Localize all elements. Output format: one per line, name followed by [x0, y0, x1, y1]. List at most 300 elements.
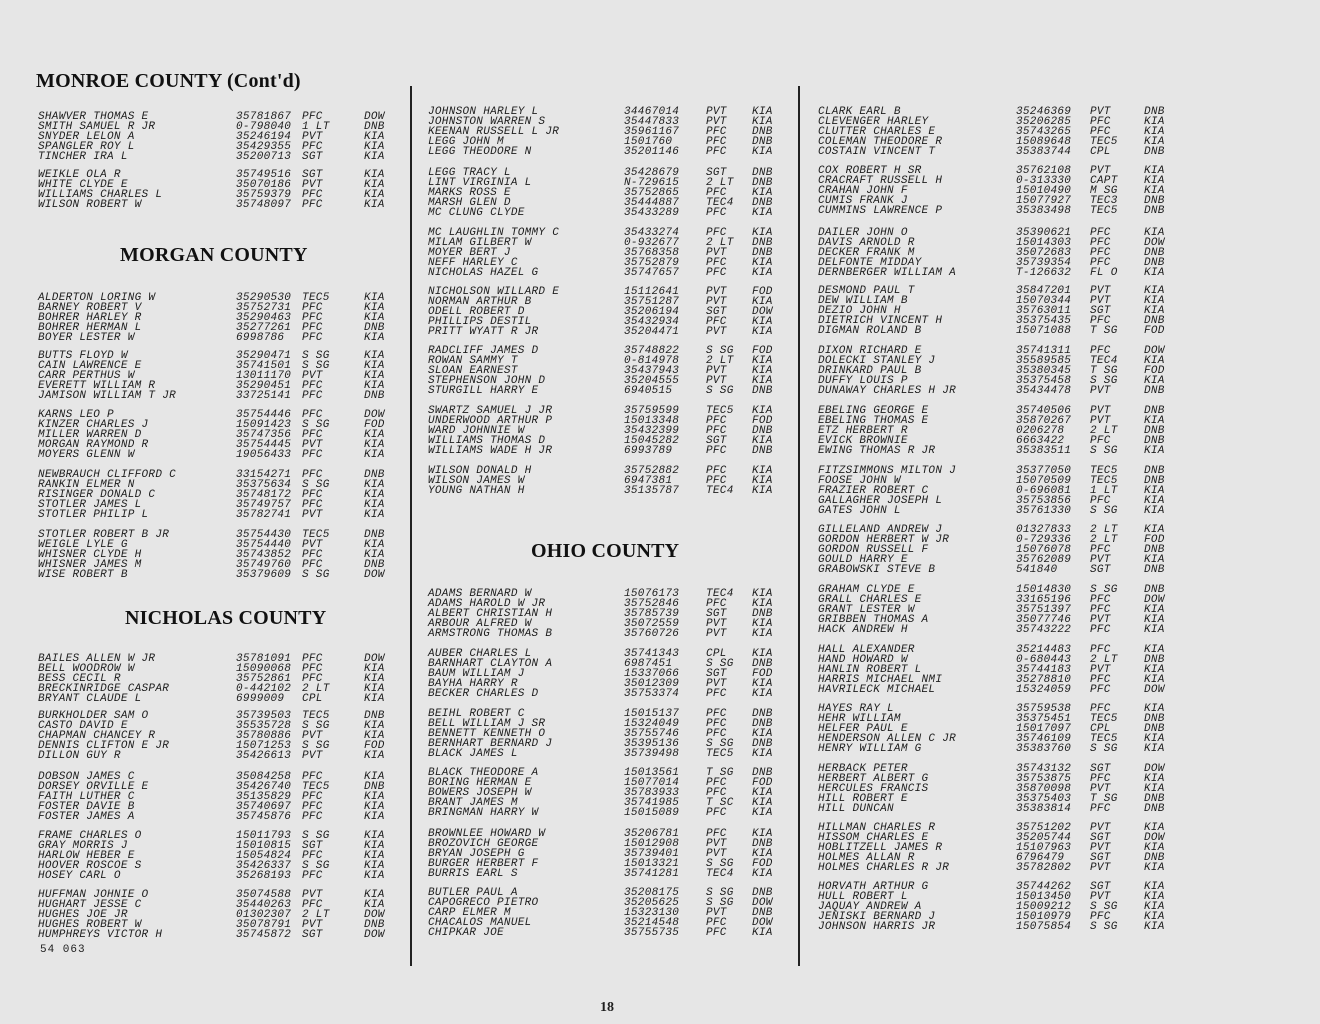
- rank: PFC: [706, 917, 727, 930]
- service-number: 35780886: [236, 730, 292, 743]
- soldier-name: HOLMES CHARLES R JR: [818, 862, 950, 875]
- rank: PFC: [706, 927, 727, 940]
- rank: PFC: [302, 449, 323, 462]
- soldier-name: DOLECKI STANLEY J: [818, 355, 936, 368]
- rank: TEC3: [1090, 195, 1118, 208]
- soldier-name: COLEMAN THEODORE R: [818, 136, 943, 149]
- rank: PVT: [1090, 385, 1111, 398]
- rank: 1 LT: [1090, 485, 1118, 498]
- soldier-name: MOYERS GLENN W: [38, 449, 135, 462]
- status: KIA: [364, 889, 385, 901]
- soldier-name: WILSON JAMES W: [428, 475, 525, 488]
- service-number: 15112641: [624, 286, 680, 298]
- service-number: 35749757: [236, 499, 292, 512]
- rank: PVT: [1090, 822, 1111, 834]
- soldier-name: NEFF HARLEY C: [428, 257, 518, 270]
- status: KIA: [364, 332, 385, 345]
- status: KIA: [1144, 624, 1165, 637]
- service-number: 35754440: [236, 539, 292, 552]
- service-number: 35380345: [1016, 365, 1072, 378]
- soldier-name: GRANT LESTER W: [818, 604, 915, 617]
- soldier-name: MC CLUNG CLYDE: [428, 207, 525, 220]
- service-number: 35383498: [1016, 205, 1072, 218]
- status: KIA: [364, 673, 385, 686]
- service-number: 35428679: [624, 167, 680, 179]
- service-number: 35746109: [1016, 733, 1072, 746]
- service-number: 15076173: [624, 588, 680, 600]
- service-number: 35743132: [1016, 763, 1072, 775]
- rank: PFC: [1090, 495, 1111, 508]
- status: DNB: [1144, 435, 1165, 448]
- status: DNB: [752, 385, 773, 398]
- rank: 1 LT: [302, 121, 330, 134]
- rank: PFC: [706, 207, 727, 220]
- status: DNB: [1144, 584, 1165, 596]
- soldier-name: HOSEY CARL O: [38, 870, 121, 883]
- soldier-name: JOHNSON HARLEY L: [428, 106, 539, 118]
- service-number: 35760726: [624, 628, 680, 641]
- status: KIA: [364, 860, 385, 873]
- rank: S SG: [1090, 921, 1118, 934]
- soldier-name: HARLOW HEBER E: [38, 850, 135, 863]
- rank: S SG: [302, 740, 330, 753]
- status: KIA: [1144, 267, 1165, 280]
- rank: TEC5: [1090, 733, 1118, 746]
- rank: PFC: [302, 469, 323, 481]
- status: DNB: [1144, 425, 1165, 438]
- service-number: 35268193: [236, 870, 292, 883]
- soldier-name: CAPOGRECO PIETRO: [428, 897, 539, 910]
- service-number: 15010979: [1016, 911, 1072, 924]
- reference-number: 54 063: [40, 944, 86, 956]
- service-number: 15090068: [236, 663, 292, 676]
- service-number: 35749516: [236, 169, 292, 181]
- rank: SGT: [1090, 832, 1111, 845]
- status: DNB: [1144, 205, 1165, 218]
- rank: CPL: [1090, 146, 1111, 159]
- rank: S SG: [1090, 901, 1118, 914]
- status: KIA: [1144, 881, 1165, 893]
- status: DNB: [1144, 146, 1165, 159]
- rank: S SG: [706, 897, 734, 910]
- soldier-name: HOLMES ALLAN R: [818, 852, 915, 865]
- soldier-name: NICHOLAS HAZEL G: [428, 267, 539, 280]
- rank: PFC: [1090, 257, 1111, 270]
- soldier-name: DUNAWAY CHARLES H JR: [818, 385, 957, 398]
- soldier-name: BROZOVICH GEORGE: [428, 838, 539, 851]
- rank: PFC: [302, 899, 323, 912]
- service-number: 35200713: [236, 151, 292, 164]
- soldier-name: WISE ROBERT B: [38, 569, 128, 582]
- status: FOD: [752, 415, 773, 428]
- soldier-name: DEW WILLIAM B: [818, 295, 908, 308]
- soldier-name: RISINGER DONALD C: [38, 489, 156, 502]
- soldier-name: ARMSTRONG THOMAS B: [428, 628, 553, 641]
- rank: S SG: [1090, 584, 1118, 596]
- column-divider: [798, 86, 800, 966]
- rank: PVT: [1090, 285, 1111, 297]
- status: KIA: [752, 475, 773, 488]
- status: DNB: [752, 718, 773, 731]
- status: KIA: [364, 189, 385, 202]
- soldier-name: JAMISON WILLIAM T JR: [38, 390, 177, 403]
- service-number: 35748097: [236, 199, 292, 212]
- soldier-name: NORMAN ARTHUR B: [428, 296, 532, 309]
- status: KIA: [752, 828, 773, 840]
- status: DNB: [752, 608, 773, 621]
- service-number: 35752846: [624, 598, 680, 611]
- status: KIA: [752, 807, 773, 820]
- rank: PFC: [302, 499, 323, 512]
- soldier-name: FAITH LUTHER C: [38, 791, 135, 804]
- status: KIA: [752, 678, 773, 691]
- service-number: 35752861: [236, 673, 292, 686]
- soldier-name: DILLON GUY R: [38, 750, 121, 763]
- soldier-name: STURGILL HARRY E: [428, 385, 539, 398]
- status: KIA: [364, 899, 385, 912]
- status: KIA: [752, 227, 773, 239]
- status: KIA: [752, 187, 773, 200]
- rank: PFC: [1090, 315, 1111, 328]
- status: FOD: [752, 286, 773, 298]
- status: DNB: [1144, 405, 1165, 417]
- status: KIA: [752, 868, 773, 881]
- soldier-name: RANKIN ELMER N: [38, 479, 135, 492]
- service-number: 15071253: [236, 740, 292, 753]
- status: DNB: [364, 322, 385, 335]
- rank: PFC: [302, 199, 323, 212]
- soldier-name: BUTLER PAUL A: [428, 887, 518, 899]
- status: DNB: [1144, 315, 1165, 328]
- status: KIA: [752, 106, 773, 118]
- service-number: 35426613: [236, 750, 292, 763]
- status: DOW: [752, 897, 773, 910]
- soldier-name: STOTLER ROBERT B JR: [38, 529, 170, 541]
- status: KIA: [364, 449, 385, 462]
- status: KIA: [364, 539, 385, 552]
- service-number: 35135829: [236, 791, 292, 804]
- status: FOD: [1144, 534, 1165, 547]
- service-number: 6987451: [624, 658, 673, 671]
- rank: PFC: [1090, 911, 1111, 924]
- rank: 2 LT: [1090, 425, 1118, 438]
- service-number: 15015137: [624, 708, 680, 720]
- rank: PVT: [706, 326, 727, 339]
- soldier-name: BURKHOLDER SAM O: [38, 710, 149, 722]
- rank: PFC: [706, 777, 727, 790]
- status: KIA: [364, 730, 385, 743]
- rank: PFC: [706, 425, 727, 438]
- status: DNB: [364, 710, 385, 722]
- rank: S SG: [1090, 445, 1118, 458]
- service-number: 0-814978: [624, 355, 680, 368]
- county-heading: OHIO COUNTY: [531, 540, 680, 562]
- soldier-name: DUFFY LOUIS P: [818, 375, 908, 388]
- soldier-name: BENNETT KENNETH O: [428, 728, 546, 741]
- status: KIA: [752, 257, 773, 270]
- status: KIA: [1144, 295, 1165, 308]
- status: DNB: [752, 126, 773, 139]
- rank: PVT: [1090, 554, 1111, 567]
- status: DNB: [752, 767, 773, 779]
- soldier-name: MORGAN RAYMOND R: [38, 439, 149, 452]
- soldier-name: HILLMAN CHARLES R: [818, 822, 936, 834]
- rank: PVT: [706, 296, 727, 309]
- status: KIA: [1144, 604, 1165, 617]
- service-number: 0-680443: [1016, 654, 1072, 667]
- service-number: 35383511: [1016, 445, 1072, 458]
- rank: 2 LT: [1090, 524, 1118, 536]
- rank: PFC: [706, 227, 727, 239]
- rank: PVT: [706, 106, 727, 118]
- rank: PFC: [302, 811, 323, 824]
- soldier-name: GORDON RUSSELL F: [818, 544, 929, 557]
- rank: S SG: [1090, 743, 1118, 756]
- rank: PFC: [1090, 674, 1111, 687]
- rank: PFC: [706, 445, 727, 458]
- service-number: 35434478: [1016, 385, 1072, 398]
- status: DNB: [752, 167, 773, 179]
- status: KIA: [1144, 505, 1165, 518]
- rank: T SC: [706, 797, 734, 810]
- service-number: 15107963: [1016, 842, 1072, 855]
- status: KIA: [364, 693, 385, 706]
- status: KIA: [752, 267, 773, 280]
- soldier-name: GRAHAM CLYDE E: [818, 584, 915, 596]
- soldier-name: HACK ANDREW H: [818, 624, 908, 637]
- status: KIA: [752, 405, 773, 417]
- service-number: 0-313330: [1016, 175, 1072, 188]
- soldier-name: GORDON HERBERT W JR: [818, 534, 950, 547]
- soldier-name: GRAY MORRIS J: [38, 840, 128, 853]
- soldier-name: DIXON RICHARD E: [818, 345, 922, 357]
- soldier-name: GALLAGHER JOSEPH L: [818, 495, 943, 508]
- rank: PFC: [706, 718, 727, 731]
- status: KIA: [1144, 862, 1165, 875]
- service-number: 35782802: [1016, 862, 1072, 875]
- soldier-name: AUBER CHARLES L: [428, 648, 532, 660]
- rank: SGT: [706, 306, 727, 319]
- status: KIA: [364, 370, 385, 383]
- service-number: 35214548: [624, 917, 680, 930]
- rank: CPL: [1090, 723, 1111, 736]
- soldier-name: ROWAN SAMMY T: [428, 355, 518, 368]
- service-number: 15012908: [624, 838, 680, 851]
- soldier-name: ETZ HERBERT R: [818, 425, 908, 438]
- status: KIA: [364, 429, 385, 442]
- status: DOW: [752, 306, 773, 319]
- status: FOD: [752, 668, 773, 681]
- service-number: 35847201: [1016, 285, 1072, 297]
- status: FOD: [752, 345, 773, 357]
- status: DOW: [752, 917, 773, 930]
- soldier-name: NICHOLSON WILLARD E: [428, 286, 560, 298]
- soldier-name: DESMOND PAUL T: [818, 285, 915, 297]
- rank: PFC: [1090, 237, 1111, 250]
- soldier-name: FOSTER JAMES A: [38, 811, 135, 824]
- rank: TEC5: [302, 292, 330, 304]
- rank: PFC: [1090, 544, 1111, 557]
- status: DNB: [364, 469, 385, 481]
- soldier-name: BROWNLEE HOWARD W: [428, 828, 546, 840]
- soldier-name: CHAPMAN CHANCEY R: [38, 730, 156, 743]
- soldier-name: COX ROBERT H SR: [818, 165, 922, 177]
- rank: SGT: [1090, 564, 1111, 577]
- soldier-name: DENNIS CLIFTON E JR: [38, 740, 170, 753]
- service-number: 35589585: [1016, 355, 1072, 368]
- service-number: 0-932677: [624, 237, 680, 250]
- rank: PVT: [706, 628, 727, 641]
- rank: PFC: [302, 801, 323, 814]
- service-number: 35783933: [624, 787, 680, 800]
- rank: S SG: [706, 887, 734, 899]
- soldier-name: HEHR WILLIAM: [818, 713, 901, 726]
- service-number: 35751287: [624, 296, 680, 309]
- service-number: 15324049: [624, 718, 680, 731]
- service-number: 01327833: [1016, 524, 1072, 536]
- status: KIA: [752, 688, 773, 701]
- status: KIA: [752, 927, 773, 940]
- service-number: 35290451: [236, 380, 292, 393]
- soldier-name: RADCLIFF JAMES D: [428, 345, 539, 357]
- rank: T SG: [1090, 793, 1118, 806]
- status: DOW: [364, 929, 385, 942]
- soldier-name: BRANT JAMES M: [428, 797, 518, 810]
- soldier-name: EWING THOMAS R JR: [818, 445, 936, 458]
- rank: PFC: [302, 663, 323, 676]
- rank: PVT: [302, 179, 323, 192]
- soldier-name: HAYES RAY L: [818, 703, 894, 715]
- soldier-name: HOOVER ROSCOE S: [38, 860, 142, 873]
- soldier-name: HERBERT ALBERT G: [818, 773, 929, 786]
- soldier-name: SPANGLER ROY L: [38, 141, 135, 154]
- status: DNB: [364, 781, 385, 794]
- service-number: 35246194: [236, 131, 292, 144]
- status: DNB: [752, 658, 773, 671]
- service-number: 35739498: [624, 748, 680, 761]
- status: KIA: [1144, 485, 1165, 498]
- soldier-name: ALDERTON LORING W: [38, 292, 156, 304]
- rank: PFC: [706, 415, 727, 428]
- rank: PFC: [302, 870, 323, 883]
- service-number: 6999009: [236, 693, 285, 706]
- status: DNB: [364, 919, 385, 932]
- rank: CPL: [706, 648, 727, 660]
- county-heading: NICHOLAS COUNTY: [125, 607, 327, 629]
- service-number: 35741985: [624, 797, 680, 810]
- rank: SGT: [706, 668, 727, 681]
- rank: PVT: [302, 370, 323, 383]
- soldier-name: ARBOUR ALFRED W: [428, 618, 532, 631]
- service-number: 35432399: [624, 425, 680, 438]
- rank: PVT: [706, 116, 727, 129]
- service-number: 35743222: [1016, 624, 1072, 637]
- status: KIA: [1144, 495, 1165, 508]
- status: KIA: [1144, 911, 1165, 924]
- status: FOD: [1144, 365, 1165, 378]
- rank: TEC4: [706, 868, 734, 881]
- status: KIA: [1144, 842, 1165, 855]
- rank: PVT: [302, 730, 323, 743]
- soldier-name: JOHNSTON WARREN S: [428, 116, 546, 129]
- service-number: 35744262: [1016, 881, 1072, 893]
- rank: PVT: [706, 848, 727, 861]
- soldier-name: DECKER FRANK M: [818, 247, 915, 260]
- soldier-name: DIETRICH VINCENT H: [818, 315, 943, 328]
- status: KIA: [752, 375, 773, 388]
- rank: T SG: [1090, 325, 1118, 338]
- service-number: 35278810: [1016, 674, 1072, 687]
- service-number: 35444887: [624, 197, 680, 210]
- soldier-name: LEGG JOHN M: [428, 136, 504, 149]
- status: DNB: [364, 390, 385, 403]
- service-number: 35535728: [236, 720, 292, 733]
- rank: S SG: [706, 738, 734, 751]
- soldier-name: PRITT WYATT R JR: [428, 326, 539, 339]
- service-number: 34467014: [624, 106, 680, 118]
- service-number: 15013321: [624, 858, 680, 871]
- status: KIA: [364, 499, 385, 512]
- status: KIA: [1144, 674, 1165, 687]
- rank: TEC5: [1090, 465, 1118, 477]
- status: KIA: [752, 628, 773, 641]
- soldier-name: MC LAUGHLIN TOMMY C: [428, 227, 560, 239]
- status: KIA: [752, 355, 773, 368]
- status: DNB: [752, 708, 773, 720]
- soldier-name: HALL ALEXANDER: [818, 644, 915, 656]
- soldier-name: BRECKINRIDGE CASPAR: [38, 683, 170, 696]
- status: KIA: [364, 141, 385, 154]
- rank: PFC: [302, 312, 323, 325]
- rank: SGT: [706, 608, 727, 621]
- page-number: 18: [600, 1000, 614, 1015]
- service-number: 35070186: [236, 179, 292, 192]
- soldier-name: CLEVENGER HARLEY: [818, 116, 929, 129]
- soldier-name: BOWERS JOSEPH W: [428, 787, 532, 800]
- soldier-name: BURGER HERBERT F: [428, 858, 539, 871]
- status: KIA: [1144, 664, 1165, 677]
- service-number: 35739401: [624, 848, 680, 861]
- rank: M SG: [1090, 185, 1118, 198]
- status: KIA: [1144, 227, 1165, 239]
- status: DNB: [1144, 852, 1165, 865]
- status: DOW: [364, 111, 385, 123]
- rank: PFC: [302, 559, 323, 572]
- status: DOW: [1144, 684, 1165, 697]
- rank: PVT: [1090, 614, 1111, 627]
- soldier-name: BRYANT CLAUDE L: [38, 693, 142, 706]
- service-number: 35743852: [236, 549, 292, 562]
- soldier-name: HUGHART JESSE C: [38, 899, 142, 912]
- soldier-name: DRINKARD PAUL B: [818, 365, 922, 378]
- service-number: 35204471: [624, 326, 680, 339]
- soldier-name: DOBSON JAMES C: [38, 771, 135, 783]
- status: KIA: [1144, 524, 1165, 536]
- rank: TEC5: [1090, 136, 1118, 149]
- service-number: 35084258: [236, 771, 292, 783]
- service-number: 35753856: [1016, 495, 1072, 508]
- service-number: 15010490: [1016, 185, 1072, 198]
- rank: S SG: [706, 385, 734, 398]
- status: KIA: [364, 830, 385, 842]
- soldier-name: CASTO DAVID E: [38, 720, 128, 733]
- soldier-name: BRINGMAN HARRY W: [428, 807, 539, 820]
- soldier-name: DELFONTE MIDDAY: [818, 257, 922, 270]
- status: KIA: [364, 131, 385, 144]
- status: KIA: [364, 350, 385, 362]
- soldier-name: CRAHAN JOHN F: [818, 185, 908, 198]
- service-number: 15017097: [1016, 723, 1072, 736]
